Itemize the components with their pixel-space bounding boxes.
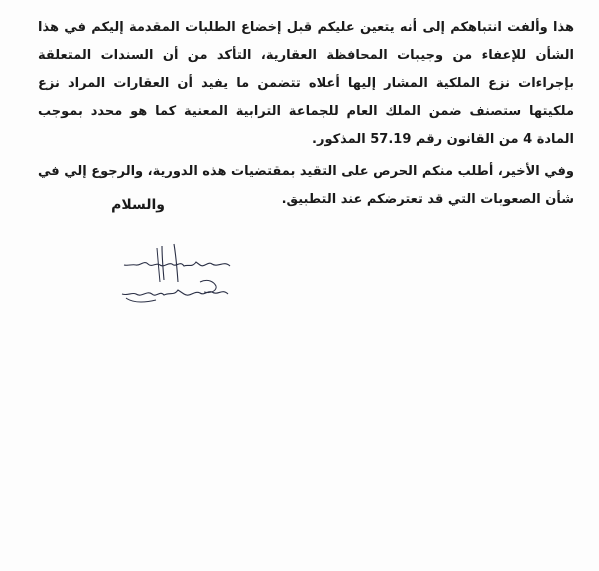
closing-salutation: والسلام <box>111 197 165 213</box>
paragraph-verification-notice: هذا وألفت انتباهكم إلى أنه يتعين عليكم قبل إخضاع الطلبات المقدمة إليكم في هذا الشأن للإعفاء من وجيبات المحافظة العقارية، التأكد من أن السندات المتعلقة بإجراءات نزع الملكية المشار إليها أعلاه تتضمن ما يفيد أن العقارات المراد نزع ملكيتها ستصنف ضمن الملك العام للجماعة الترابية المعنية كما هو محدد بموجب المادة 4 من القانون رقم 57.19 المذكور. <box>38 20 574 147</box>
handwritten-signature-image <box>104 238 244 310</box>
paragraph-final-request: وفي الأخير، أطلب منكم الحرص على التقيد بمقتضيات هذه الدورية، والرجوع إلي في شأن الصعوبات التي قد تعترضكم عند التطبيق. <box>38 164 574 207</box>
letter-body <box>38 14 574 214</box>
signature <box>104 238 244 310</box>
